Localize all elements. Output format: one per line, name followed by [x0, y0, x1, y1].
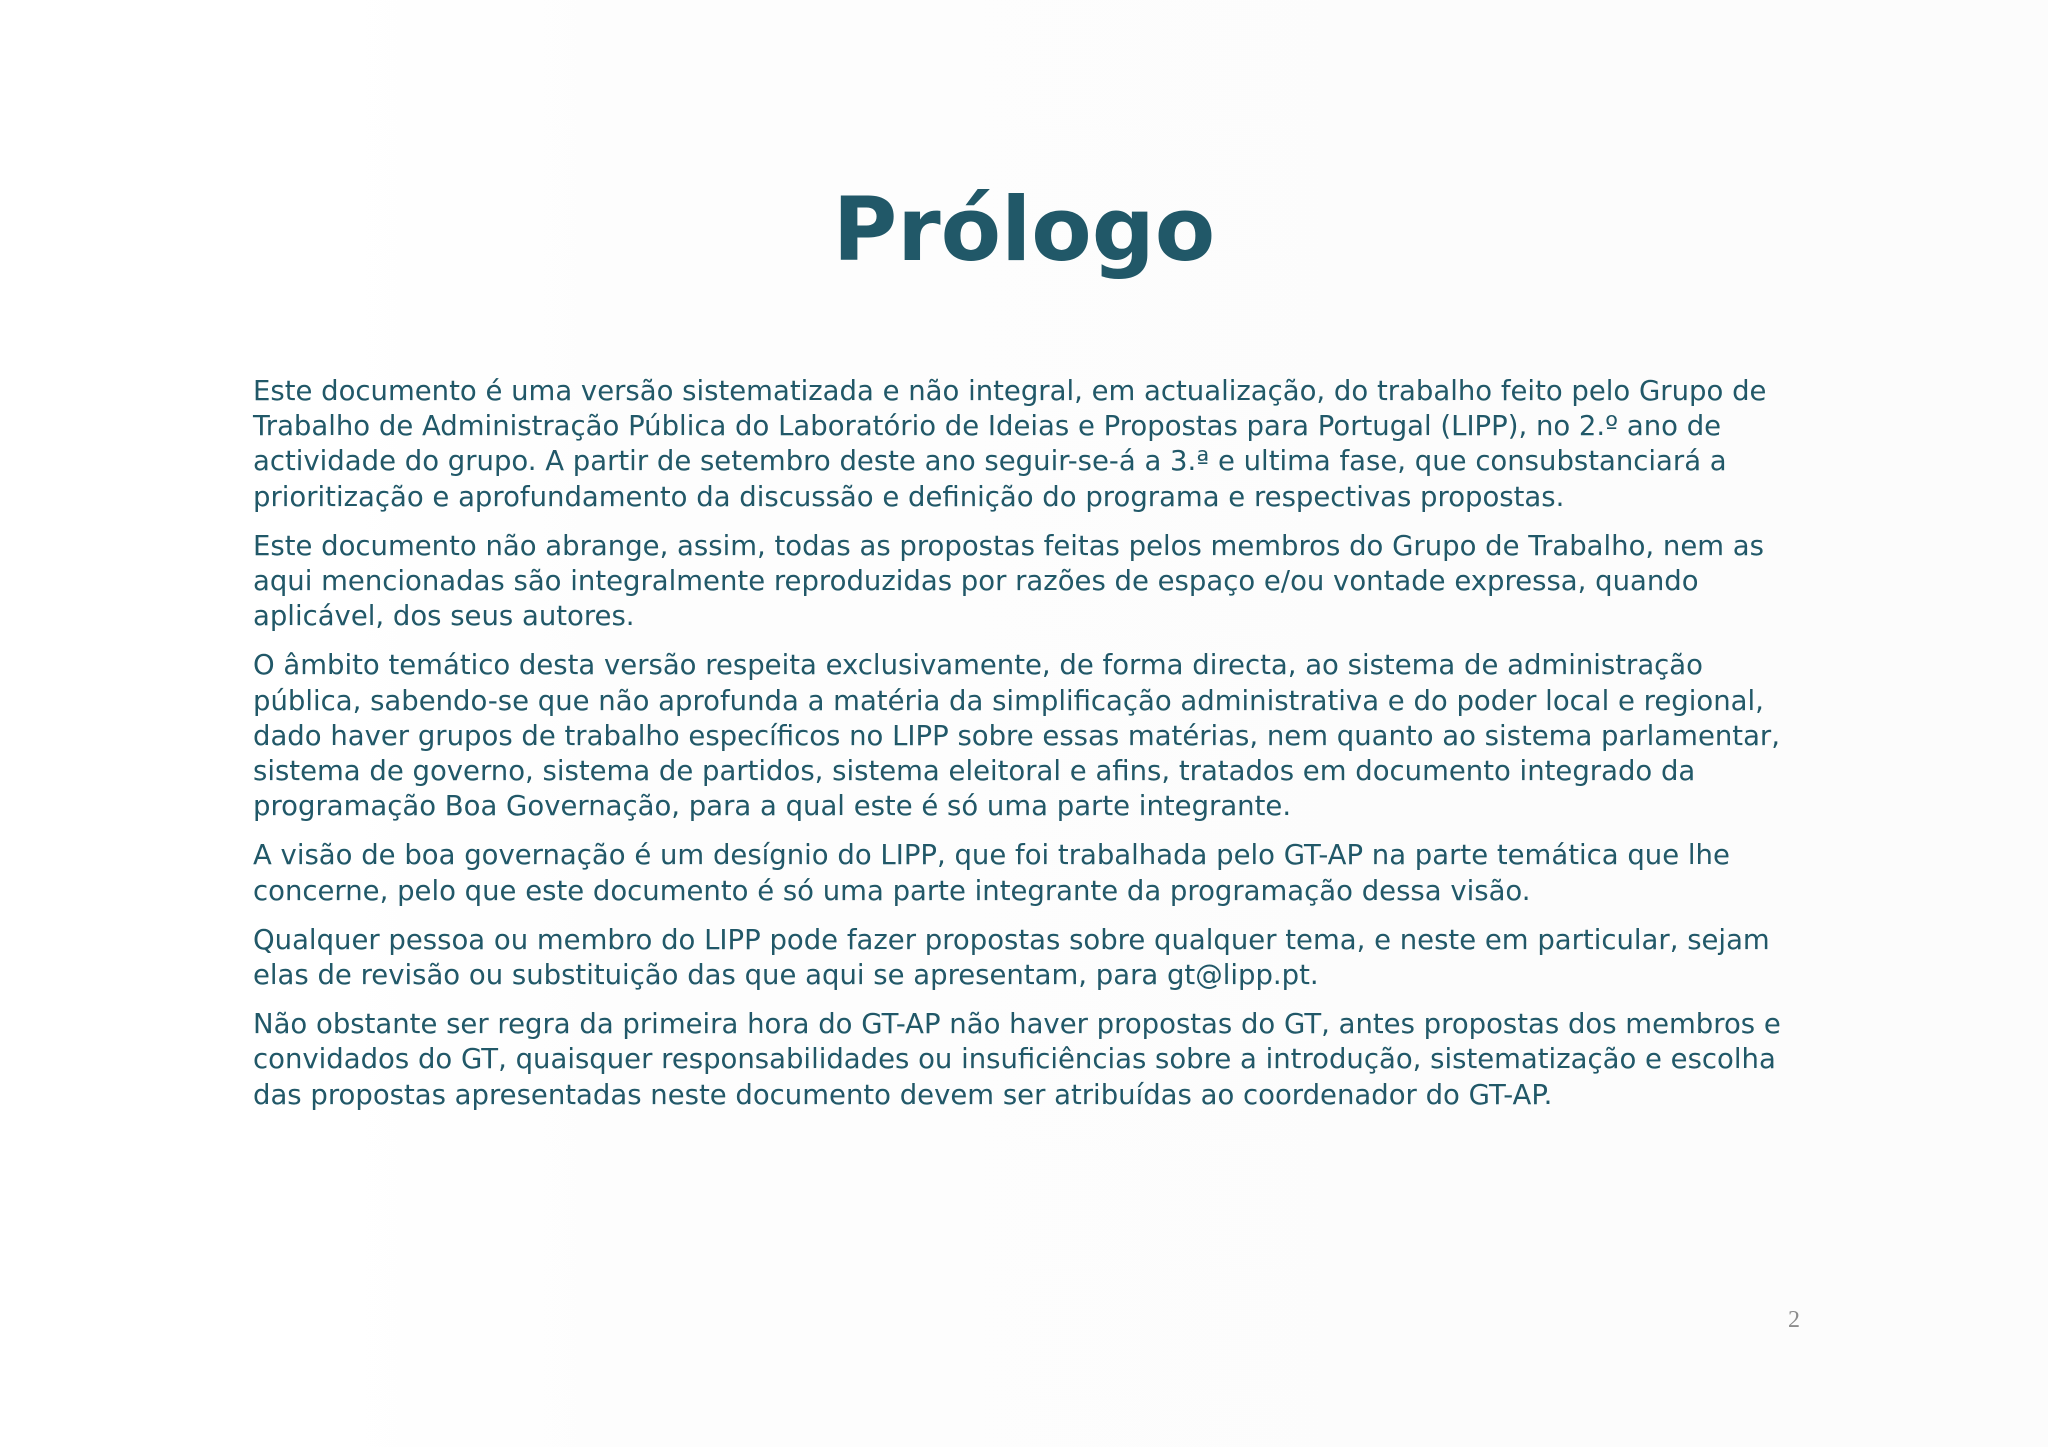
page-number: 2 [1788, 1307, 1800, 1333]
paragraph-1: Este documento é uma versão sistematizada e não integral, em actualização, do trabalho feito pelo Grupo de Trabalho de Administração Pública do Laboratório de Ideias e Propostas para Portugal (LIPP), no 2.º ano de actividade do grupo. A partir de setembro deste ano seguir-se-á a 3.ª e ultima fase, que consubstanciará a prioritização e aprofundamento da discussão e definição do programa e respectivas propostas. [253, 375, 1767, 513]
paragraph-4: A visão de boa governação é um desígnio do LIPP, que foi trabalhada pelo GT-AP na parte temática que lhe concerne, pelo que este documento é só uma parte integrante da programação dessa visão. [253, 839, 1730, 907]
page-title: Prólogo [832, 178, 1216, 281]
paragraph-6: Não obstante ser regra da primeira hora do GT-AP não haver propostas do GT, antes propostas dos membros e convidados do GT, quaisquer responsabilidades ou insuficiências sobre a introdução, sistematização e escolha das propostas apresentadas neste documento devem ser atribuídas ao coordenador do GT-AP. [253, 1008, 1781, 1111]
prologue-body [253, 374, 1813, 1127]
paragraph-5: Qualquer pessoa ou membro do LIPP pode fazer propostas sobre qualquer tema, e neste em particular, sejam elas de revisão ou substituição das que aqui se apresentam, para gt@lipp.pt. [253, 923, 1770, 992]
paragraph-3: O âmbito temático desta versão respeita exclusivamente, de forma directa, ao sistema de administração pública, sabendo-se que não aprofunda a matéria da simplificação administrativa e do poder local e regional, dado haver grupos de trabalho específicos no LIPP sobre essas matérias, nem quanto ao sistema parlamentar, sistema de governo, sistema de partidos, sistema eleitoral e afins, tratados em documento integrado da programação Boa Governação, para a qual este é só uma parte integrante. [253, 649, 1780, 823]
paragraph-2: Este documento não abrange, assim, todas as propostas feitas pelos membros do Grupo de Trabalho, nem as aqui mencionadas são integralmente reproduzidas por razões de espaço e/ou vontade expressa, quando aplicável, dos seus autores. [253, 529, 1764, 633]
